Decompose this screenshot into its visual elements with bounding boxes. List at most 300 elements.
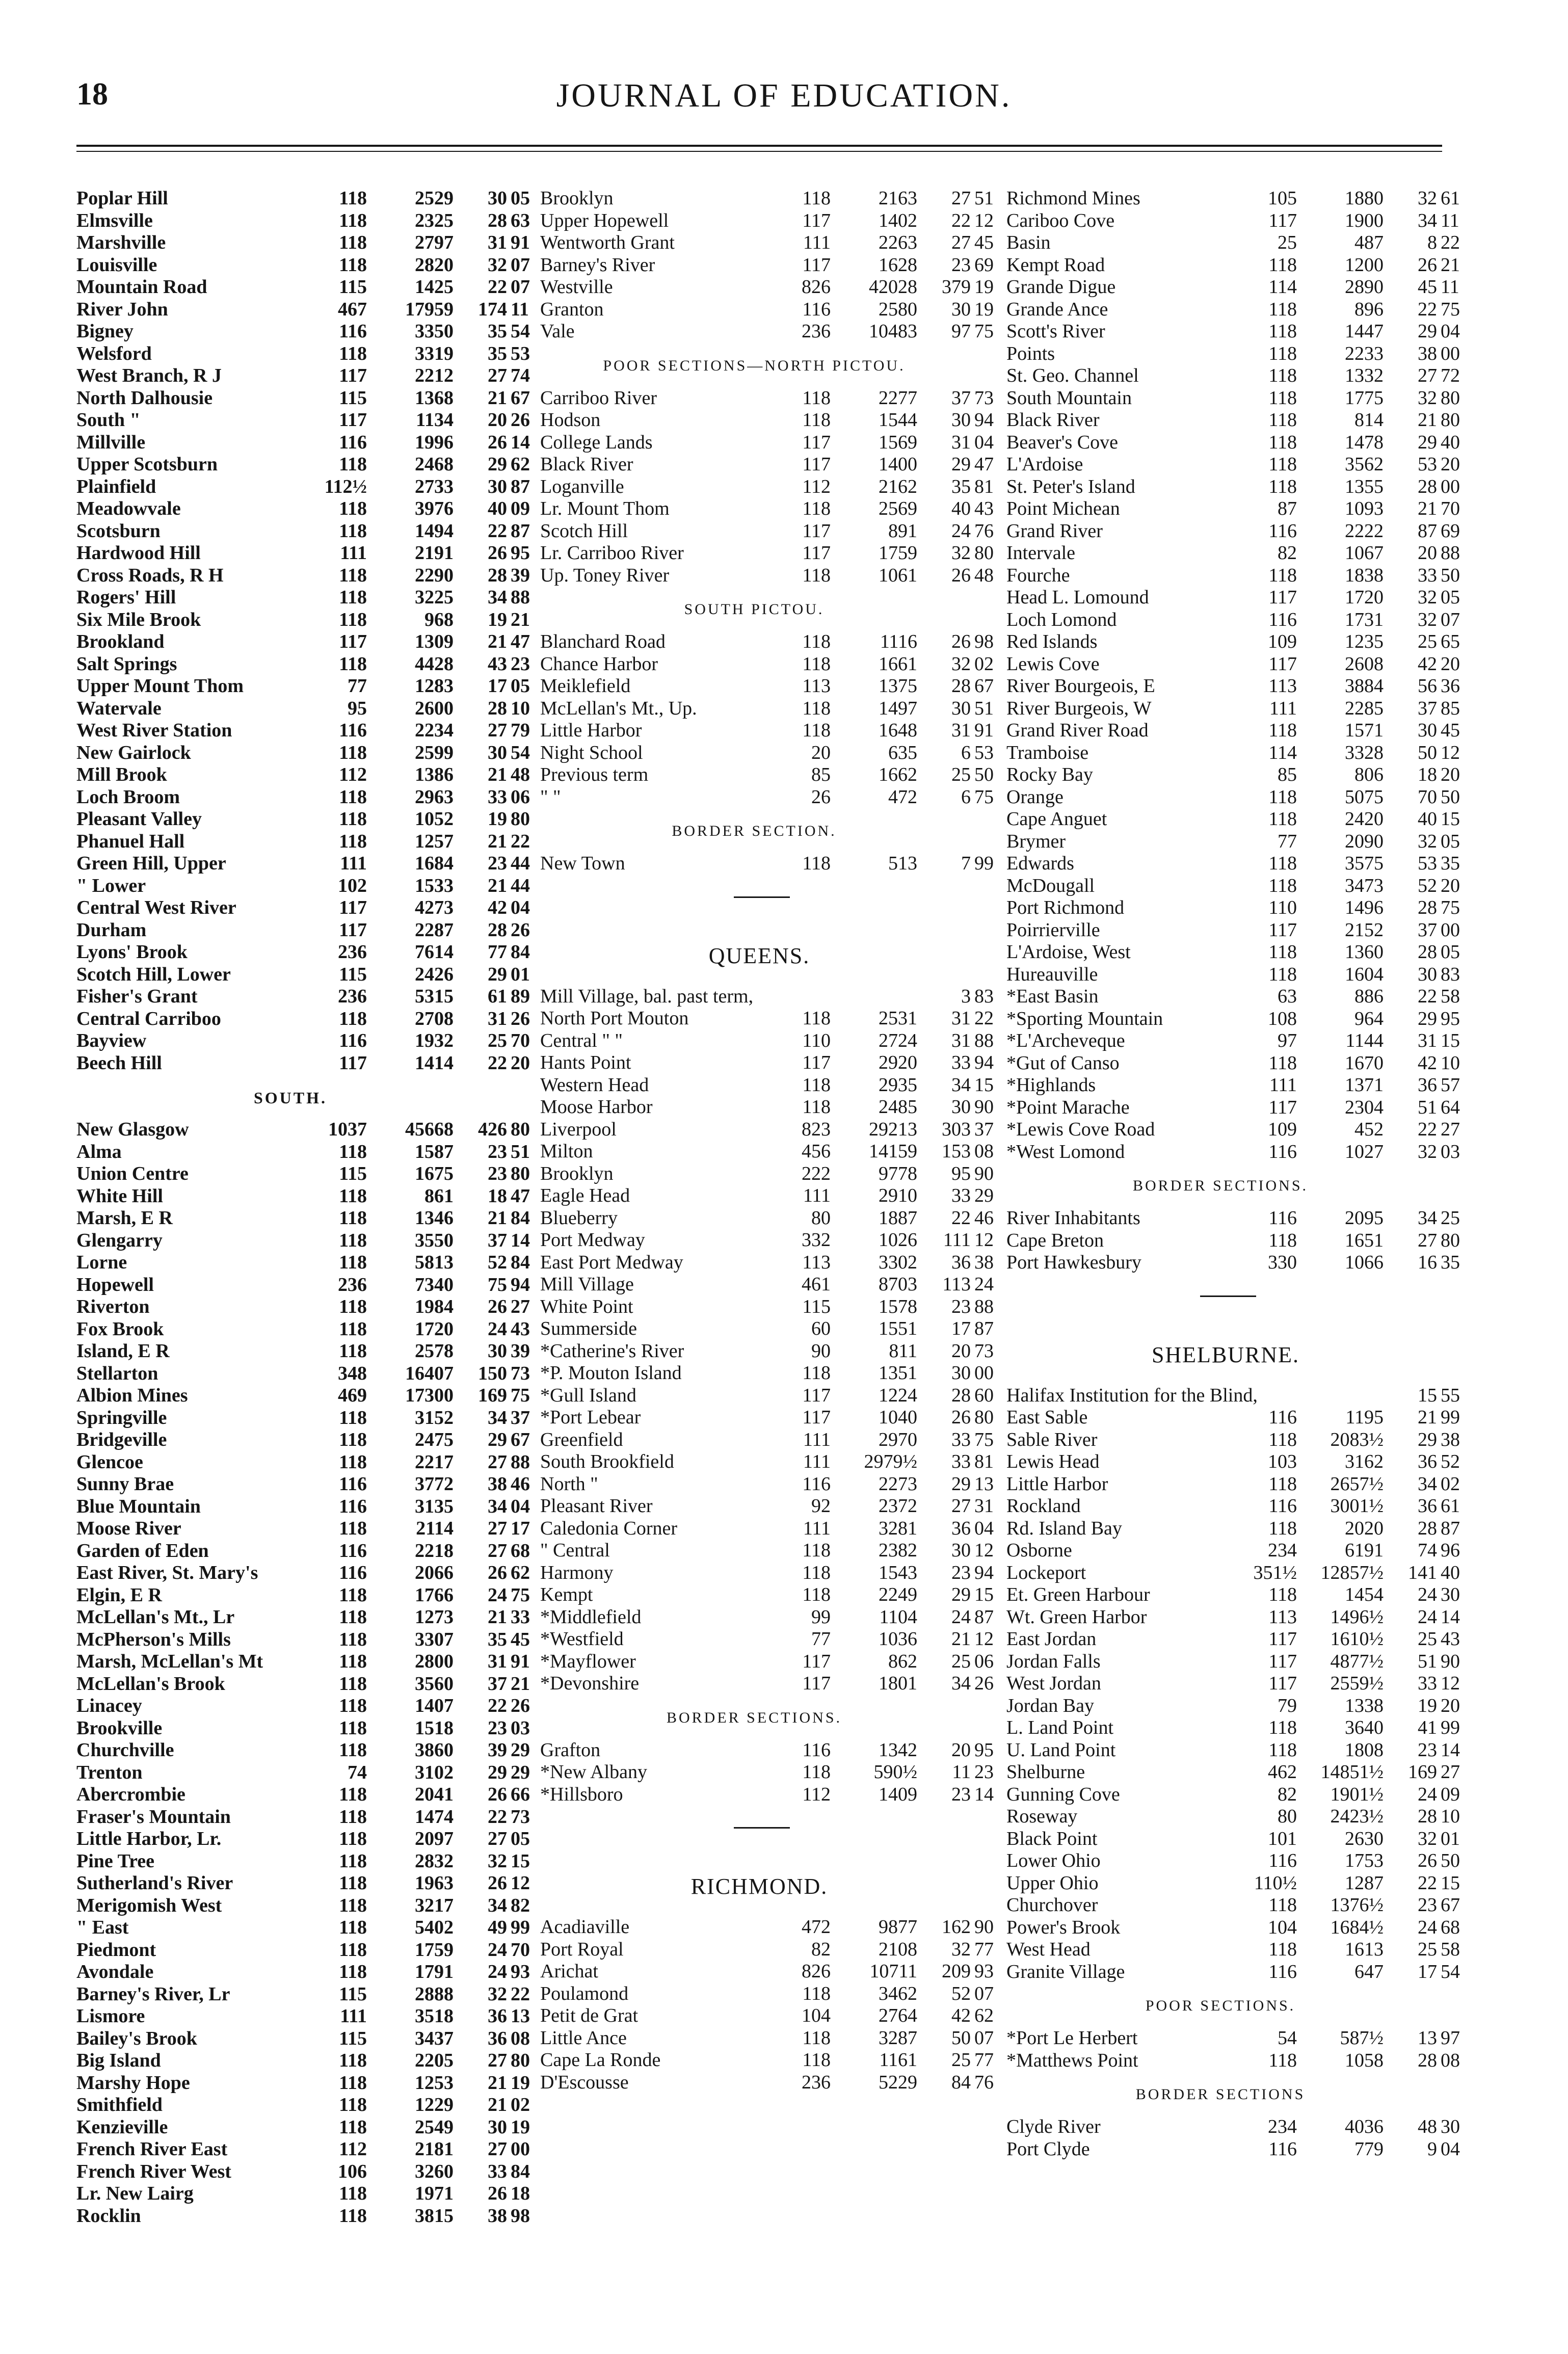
amount-dollars: 17	[951, 1318, 971, 1339]
table-row	[1006, 564, 1460, 587]
amount-cents: 38	[974, 1251, 994, 1273]
table-row	[76, 1983, 530, 2006]
amount-dollars: 28	[488, 697, 507, 719]
table-row	[76, 2094, 530, 2117]
total-value: 9778	[879, 1162, 917, 1184]
pupils-value: 115	[339, 276, 367, 298]
amount-dollars: 84	[951, 2071, 971, 2093]
table-row	[1006, 1584, 1460, 1606]
pupils-value: 469	[338, 1385, 367, 1406]
table-row	[1006, 853, 1460, 875]
amount-dollars: 21	[488, 2094, 507, 2115]
amount-dollars: 153	[942, 1141, 971, 1162]
total-value: 1478	[1345, 431, 1384, 453]
amount-cents: 26	[974, 1673, 994, 1694]
pupils-value: 116	[802, 298, 831, 320]
amount-cents: 53	[974, 742, 994, 763]
amount-dollars: 29	[1418, 431, 1437, 453]
pupils-value: 118	[802, 2027, 831, 2049]
school-name: St. Geo. Channel	[1006, 365, 1139, 386]
table-row	[1006, 986, 1460, 1008]
school-name: Stellarton	[76, 1362, 158, 1384]
total-value: 5813	[415, 1252, 454, 1273]
total-value: 1662	[879, 764, 917, 785]
pupils-value: 118	[339, 1008, 367, 1029]
amount-cents: 70	[511, 1939, 530, 1961]
school-name: Lower Ohio	[1006, 1850, 1101, 1871]
pupils-value: 118	[339, 1318, 367, 1340]
table-row	[1006, 542, 1460, 565]
table-row	[540, 1451, 994, 1473]
total-value: 1766	[415, 1584, 454, 1606]
total-value: 3640	[1345, 1717, 1384, 1738]
pupils-value: 118	[339, 742, 367, 763]
amount-dollars: 53	[1418, 454, 1437, 475]
total-value: 2920	[879, 1052, 917, 1073]
amount-cents: 14	[1441, 1606, 1460, 1628]
school-name: French River East	[76, 2138, 228, 2160]
table-row	[1006, 1229, 1460, 1252]
amount-cents: 02	[1441, 1473, 1460, 1495]
amount-cents: 30	[1441, 1584, 1460, 1605]
total-value: 3562	[1345, 454, 1384, 475]
pupils-value: 236	[802, 321, 831, 342]
amount-dollars: 30	[951, 409, 971, 431]
amount-cents: 53	[511, 342, 530, 364]
school-name: Wt. Green Harbor	[1006, 1606, 1147, 1628]
section-heading	[540, 1850, 989, 1916]
total-value: 17959	[405, 298, 454, 320]
total-value: 3135	[415, 1495, 454, 1517]
total-value: 3225	[415, 587, 454, 608]
school-name: *Lewis Cove Road	[1006, 1119, 1155, 1140]
pupils-value: 118	[339, 1296, 367, 1317]
total-value: 1971	[415, 2183, 454, 2204]
total-value: 4428	[415, 653, 454, 675]
amount-cents: 54	[1441, 1961, 1460, 1982]
school-name: L'Ardoise, West	[1006, 941, 1131, 963]
table-row	[540, 1982, 994, 2005]
amount-dollars: 31	[951, 1008, 971, 1029]
school-name: *East Basin	[1006, 986, 1099, 1007]
amount-dollars: 25	[1418, 631, 1437, 652]
amount-dollars: 36	[951, 1251, 971, 1273]
pupils-value: 117	[1268, 1650, 1297, 1672]
amount-dollars: 20	[1418, 542, 1437, 564]
amount-cents: 75	[1441, 897, 1460, 918]
amount-cents: 15	[1441, 1030, 1460, 1051]
total-value: 2218	[415, 1540, 454, 1562]
amount-cents: 01	[1441, 1828, 1460, 1849]
table-row	[540, 1584, 994, 1606]
pupils-value: 118	[339, 1939, 367, 1961]
pupils-value: 118	[1268, 321, 1297, 342]
total-value: 2304	[1345, 1096, 1384, 1118]
amount-cents: 07	[974, 1982, 994, 2004]
amount-cents: 35	[1441, 853, 1460, 874]
school-name: Mountain Road	[76, 276, 207, 298]
table-row	[1006, 1562, 1460, 1584]
table-row	[1006, 830, 1460, 853]
pupils-value: 117	[1268, 653, 1297, 675]
pupils-value: 116	[339, 321, 367, 342]
pupils-value: 236	[338, 941, 367, 963]
total-value: 2066	[415, 1562, 454, 1583]
total-value: 1533	[415, 875, 454, 896]
amount-dollars: 24	[1418, 1584, 1437, 1605]
amount-cents: 17	[511, 1518, 530, 1539]
total-value: 2181	[415, 2138, 454, 2160]
pupils-value: 348	[338, 1362, 367, 1384]
amount-dollars: 33	[951, 1185, 971, 1206]
pupils-value: 117	[802, 1407, 831, 1428]
table-row	[76, 520, 530, 543]
pupils-value: 118	[1268, 1517, 1297, 1539]
total-value: 1386	[415, 764, 454, 785]
pupils-value: 116	[339, 1540, 367, 1562]
pupils-value: 118	[339, 1207, 367, 1229]
table-row	[76, 1806, 530, 1829]
pupils-value: 82	[811, 1938, 831, 1960]
amount-cents: 97	[1441, 2027, 1460, 2049]
pupils-value: 117	[339, 1052, 367, 1074]
pupils-value: 118	[1268, 387, 1297, 409]
amount-dollars: 32	[951, 653, 971, 675]
pupils-value: 116	[802, 1739, 831, 1761]
total-value: 1409	[879, 1783, 917, 1805]
table-row	[1006, 1495, 1460, 1518]
total-value: 1775	[1345, 387, 1384, 409]
total-value: 2580	[879, 298, 917, 320]
total-value: 1376½	[1330, 1894, 1384, 1916]
amount-dollars: 6	[961, 742, 971, 763]
amount-cents: 04	[1441, 2138, 1460, 2160]
total-value: 1360	[1345, 941, 1384, 963]
pupils-value: 111	[803, 232, 831, 253]
amount-dollars: 21	[1418, 409, 1437, 431]
table-row	[76, 232, 530, 254]
total-value: 1604	[1345, 963, 1384, 985]
school-name: Hopewell	[76, 1274, 154, 1295]
amount-dollars: 7	[961, 853, 971, 874]
amount-cents: 70	[511, 1030, 530, 1051]
amount-dollars: 28	[1418, 2049, 1437, 2071]
amount-dollars: 39	[488, 1739, 507, 1761]
pupils-value: 114	[1268, 276, 1297, 298]
amount-cents: 45	[1441, 720, 1460, 741]
table-row	[540, 1207, 994, 1230]
school-name: Beech Hill	[76, 1052, 162, 1074]
school-name: *Devonshire	[540, 1673, 640, 1694]
total-value: 2020	[1345, 1517, 1384, 1539]
amount-cents: 75	[511, 1584, 530, 1606]
pupils-value: 118	[339, 609, 367, 630]
table-row	[76, 1695, 530, 1717]
pupils-value: 118	[1268, 254, 1297, 276]
school-name: Hants Point	[540, 1052, 631, 1073]
school-name: Gunning Cove	[1006, 1783, 1120, 1805]
pupils-value: 116	[1268, 1850, 1297, 1871]
pupils-value: 115	[339, 2027, 367, 2049]
table-row	[1006, 1384, 1460, 1407]
amount-dollars: 26	[951, 564, 971, 586]
total-value: 1661	[879, 653, 917, 675]
school-name: South Mountain	[1006, 387, 1132, 409]
school-name: Point Michean	[1006, 498, 1120, 519]
pupils-value: 87	[1278, 498, 1297, 519]
pupils-value: 118	[339, 1917, 367, 1938]
pupils-value: 79	[1278, 1695, 1297, 1716]
pupils-value: 110	[1268, 897, 1297, 918]
amount-cents: 98	[511, 2205, 530, 2227]
school-name: Head L. Lomound	[1006, 587, 1149, 608]
pupils-value: 118	[1268, 1473, 1297, 1495]
table-row	[1006, 2027, 1460, 2050]
table-row	[76, 1340, 530, 1363]
pupils-value: 118	[1268, 475, 1297, 497]
school-name: Churchover	[1006, 1894, 1098, 1916]
amount-cents: 99	[511, 1917, 530, 1938]
section-divider	[540, 875, 989, 919]
amount-dollars: 21	[1418, 1407, 1437, 1428]
pupils-value: 118	[1268, 786, 1297, 808]
table-row	[76, 1318, 530, 1341]
table-row	[1006, 1141, 1460, 1163]
table-row	[540, 1650, 994, 1673]
total-value: 1901½	[1330, 1783, 1384, 1805]
school-name: Edwards	[1006, 853, 1074, 874]
table-row	[540, 232, 994, 254]
amount-cents: 14	[974, 1783, 994, 1805]
table-row	[1006, 1451, 1460, 1473]
amount-cents: 22	[511, 830, 530, 852]
total-value: 2423½	[1330, 1806, 1384, 1827]
journal-title: JOURNAL OF EDUCATION.	[556, 77, 1012, 114]
pupils-value: 118	[802, 188, 831, 209]
amount-dollars: 37	[1418, 697, 1437, 719]
subsection-label: POOR SECTIONS.	[1145, 1997, 1296, 2014]
table-row	[1006, 520, 1460, 543]
total-value: 1887	[879, 1207, 917, 1229]
section-divider	[1006, 1274, 1455, 1318]
table-row	[76, 1385, 530, 1407]
amount-cents: 64	[1441, 1096, 1460, 1118]
total-value: 635	[888, 742, 917, 763]
table-row	[1006, 2138, 1460, 2161]
total-value: 1900	[1345, 209, 1384, 231]
pupils-value: 112	[802, 1783, 831, 1805]
amount-cents: 27	[511, 1296, 530, 1317]
total-value: 1578	[879, 1295, 917, 1317]
school-name: Marsh, McLellan's Mt	[76, 1651, 263, 1672]
school-name: Poulamond	[540, 1982, 629, 2004]
total-value: 1791	[415, 1961, 454, 1982]
table-row	[76, 1717, 530, 1740]
amount-cents: 74	[511, 365, 530, 386]
school-name: Linacey	[76, 1695, 142, 1716]
school-name: Phanuel Hall	[76, 830, 185, 852]
section-heading	[540, 919, 989, 986]
amount-cents: 15	[511, 1850, 530, 1872]
school-name: River Burgeois, W	[1006, 697, 1152, 719]
table-row	[1006, 587, 1460, 609]
table-row	[76, 298, 529, 321]
amount-cents: 08	[511, 2027, 530, 2049]
amount-dollars: 50	[1418, 742, 1437, 763]
amount-dollars: 75	[488, 1274, 507, 1295]
amount-dollars: 70	[1418, 786, 1437, 808]
table-row	[76, 1207, 530, 1230]
amount-dollars: 113	[942, 1274, 971, 1295]
amount-cents: 45	[511, 1628, 530, 1650]
amount-dollars: 32	[1418, 587, 1437, 608]
amount-cents: 73	[511, 1362, 530, 1384]
amount-cents: 00	[974, 1362, 994, 1384]
amount-cents: 05	[511, 675, 530, 697]
total-value: 3350	[415, 321, 454, 342]
total-value: 1753	[1345, 1850, 1384, 1871]
table-row	[76, 2072, 530, 2095]
table-row	[76, 1451, 530, 1474]
table-row	[540, 1606, 994, 1629]
school-name: Harmony	[540, 1562, 614, 1583]
pupils-value: 118	[339, 1518, 367, 1539]
pupils-value: 118	[339, 1872, 367, 1894]
school-name: Richmond Mines	[1006, 188, 1140, 209]
table-row	[76, 1141, 530, 1163]
amount-cents: 51	[974, 697, 994, 719]
school-name: Lr. New Lairg	[76, 2183, 194, 2204]
pupils-value: 116	[339, 720, 367, 741]
total-value: 2910	[879, 1185, 917, 1206]
amount-cents: 20	[1441, 454, 1460, 475]
table-row	[1006, 764, 1460, 786]
amount-dollars: 162	[942, 1916, 971, 1938]
pupils-value: 118	[1268, 564, 1297, 586]
amount-dollars: 31	[488, 1651, 507, 1672]
school-name: Alma	[76, 1141, 122, 1162]
school-name: Island, E R	[76, 1340, 170, 1362]
pupils-value: 115	[802, 1295, 831, 1317]
amount-dollars: 37	[1418, 919, 1437, 941]
divider-rule	[734, 896, 790, 898]
total-value: 3860	[415, 1739, 454, 1761]
table-row	[76, 1362, 530, 1385]
table-row	[1006, 631, 1460, 653]
pupils-value: 104	[1268, 1916, 1297, 1938]
amount-dollars: 26	[951, 631, 971, 652]
amount-dollars: 27	[488, 1518, 507, 1539]
pupils-value: 118	[339, 1606, 367, 1628]
table-row	[76, 564, 530, 587]
amount-cents: 12	[974, 1229, 994, 1251]
school-name: Up. Toney River	[540, 564, 670, 586]
amount-cents: 82	[511, 1894, 530, 1916]
total-value: 7340	[415, 1274, 454, 1295]
table-row	[1006, 1074, 1460, 1097]
amount-dollars: 26	[1418, 254, 1437, 276]
amount-dollars: 27	[488, 2050, 507, 2071]
table-row	[540, 631, 994, 653]
school-name: Lyons' Brook	[76, 941, 188, 963]
total-value: 2273	[879, 1473, 917, 1495]
amount-cents: 36	[1441, 675, 1460, 697]
pupils-value: 118	[339, 1784, 367, 1805]
amount-cents: 67	[511, 1429, 530, 1450]
amount-cents: 94	[511, 1274, 530, 1295]
pupils-value: 826	[802, 276, 831, 298]
pupils-value: 111	[340, 542, 367, 564]
school-name: Bailey's Brook	[76, 2027, 197, 2049]
table-row	[540, 764, 994, 786]
total-value: 1371	[1345, 1074, 1384, 1096]
total-value: 2485	[879, 1096, 917, 1118]
total-value: 1368	[415, 387, 454, 409]
pupils-value: 118	[339, 1407, 367, 1429]
amount-dollars: 31	[951, 1029, 971, 1051]
amount-cents: 99	[1441, 1717, 1460, 1738]
total-value: 964	[1354, 1008, 1384, 1029]
table-row	[1006, 1806, 1460, 1828]
pupils-value: 118	[802, 697, 831, 719]
total-value: 1684	[415, 853, 454, 874]
school-name: Rocky Bay	[1006, 764, 1093, 785]
school-name: Welsford	[76, 342, 152, 364]
table-row	[76, 365, 530, 387]
amount-cents: 75	[974, 1429, 994, 1450]
amount-dollars: 27	[488, 720, 507, 741]
amount-cents: 67	[1441, 1894, 1460, 1916]
school-name: Springville	[76, 1407, 167, 1429]
pupils-value: 116	[339, 1562, 367, 1583]
school-name: Rockland	[1006, 1495, 1081, 1517]
table-row	[540, 1429, 994, 1451]
pupils-value: 74	[348, 1761, 367, 1783]
pupils-value: 118	[802, 409, 831, 431]
amount-cents: 10	[1441, 1806, 1460, 1827]
school-name: Jordan Bay	[1006, 1695, 1095, 1716]
amount-dollars: 13	[1418, 2027, 1437, 2049]
pupils-value: 118	[802, 720, 831, 741]
table-row	[540, 1938, 994, 1961]
amount-dollars: 33	[951, 1451, 971, 1472]
total-value: 862	[888, 1650, 917, 1672]
amount-cents: 84	[511, 1252, 530, 1273]
table-row	[76, 2027, 530, 2050]
table-row	[76, 387, 530, 410]
amount-dollars: 21	[488, 387, 507, 409]
amount-cents: 39	[511, 564, 530, 586]
pupils-value: 117	[802, 542, 831, 564]
amount-cents: 08	[1441, 2049, 1460, 2071]
table-row	[540, 1783, 994, 1806]
amount-cents: 09	[511, 498, 530, 519]
total-value: 1613	[1345, 1939, 1384, 1960]
amount-cents: 20	[1441, 764, 1460, 785]
school-name: *L'Archeveque	[1006, 1030, 1125, 1051]
school-name: Clyde River	[1006, 2116, 1101, 2137]
pupils-value: 234	[1268, 2116, 1297, 2137]
school-name: Kempt Road	[1006, 254, 1105, 276]
total-value: 2325	[415, 209, 454, 231]
school-name: North Port Mouton	[540, 1008, 689, 1029]
amount-dollars: 27	[951, 232, 971, 253]
amount-cents: 63	[511, 209, 530, 231]
amount-dollars: 28	[951, 1384, 971, 1406]
total-value: 3884	[1345, 675, 1384, 697]
amount-dollars: 40	[1418, 808, 1437, 830]
amount-cents: 55	[1441, 1384, 1460, 1406]
